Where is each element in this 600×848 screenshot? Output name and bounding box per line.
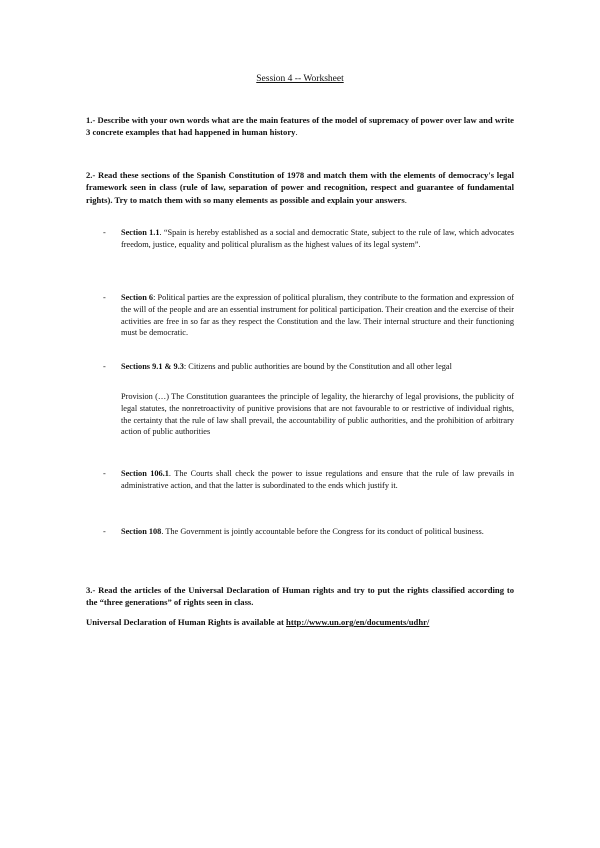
section-1-1-item <box>103 227 514 251</box>
udhr-prefix: Universal Declaration of Human Rights is available at <box>86 617 287 627</box>
section-text: . “Spain is hereby established as a social and democratic State, subject to the rule of law, which advocates freedom, justice, equality and political pluralism as the highest values of its legal system”. <box>121 228 514 249</box>
page-title: Session 4 -- Worksheet <box>256 74 344 84</box>
provision-paragraph: Provision (…) The Constitution guarantees the principle of legality, the hierarchy of legal provisions, the publicity of legal statutes, the nonretroactivity of punitive provisions that are not favourable to or restrictive of individual rights, the certainty that the rule of law shall prevail, the accountability of public authorities, and the prohibition of arbitrary action of public authorities <box>121 392 514 437</box>
list-dash: - <box>103 228 106 237</box>
section-text: . The Courts shall check the power to issue regulations and ensure that the rule of law prevails in administrative action, and that the latter is subordinated to the ends which justify it. <box>121 469 514 490</box>
section-text: . The Government is jointly accountable before the Congress for its conduct of political business. <box>161 527 484 536</box>
udhr-link[interactable]: http://www.un.org/en/documents/udhr/ <box>286 617 430 627</box>
section-label: Section 1.1 <box>121 228 160 237</box>
section-text: : Political parties are the expression of political pluralism, they contribute to the formation and expression of the will of the people and are an essential instrument for political participation. Their creation and the exercise of their activities are free in so far as they respect the Constitution and the law. Their internal structure and their functioning must be democratic. <box>121 293 514 338</box>
question-2 <box>86 169 514 206</box>
list-dash: - <box>103 293 106 302</box>
section-label: Sections 9.1 & 9.3 <box>121 362 184 371</box>
list-dash: - <box>103 527 106 536</box>
question-3-text: 3.- Read the articles of the Universal Declaration of Human rights and try to put the rights classified according to the “three generations” of rights seen in class. <box>86 585 514 608</box>
list-dash: - <box>103 469 106 478</box>
section-label: Section 6 <box>121 293 154 302</box>
question-2-text: 2.- Read these sections of the Spanish Constitution of 1978 and match them with the elements of democracy's legal framework seen in class (rule of law, separation of power and recognition, respect and guarantee of fundamental rights). Try to match them with so many elements as possible and explain your answers <box>86 170 514 205</box>
section-6-item <box>103 292 514 339</box>
question-1-text: 1.- Describe with your own words what are the main features of the model of supremacy of power over law and write 3 concrete examples that had happened in human history <box>86 115 514 138</box>
question-1-end: . <box>295 127 298 138</box>
section-label: Section 106.1 <box>121 469 169 478</box>
section-106-item <box>103 468 514 492</box>
section-text: : Citizens and public authorities are bound by the Constitution and all other legal <box>183 362 452 371</box>
section-label: Section 108 <box>121 527 162 536</box>
question-2-end: . <box>404 194 407 205</box>
question-3 <box>86 584 514 609</box>
section-108-item <box>103 526 514 538</box>
question-1 <box>86 114 514 139</box>
section-9-item <box>103 361 514 373</box>
udhr-line <box>86 616 514 628</box>
list-dash: - <box>103 362 106 371</box>
